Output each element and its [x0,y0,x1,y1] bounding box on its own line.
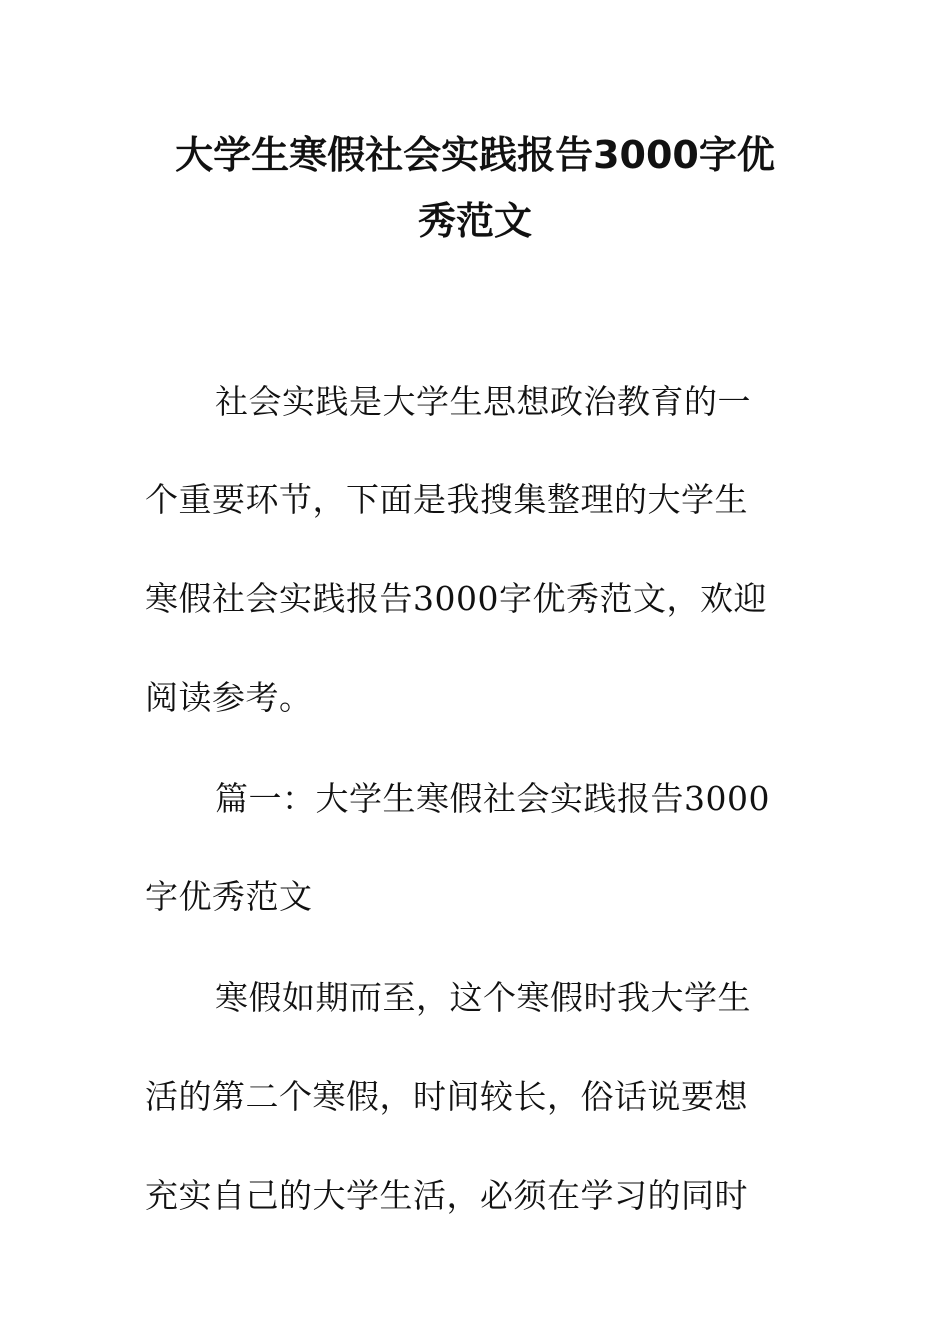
title-line-1: 大学生寒假社会实践报告3000字优 [175,133,775,177]
body-line: 阅读参考。 [145,678,313,717]
body-line: 寒假如期而至，这个寒假时我大学生 [215,978,751,1017]
body-line: 活的第二个寒假，时间较长，俗话说要想 [145,1077,748,1116]
document-title [130,122,820,254]
section-heading-line: 篇一：大学生寒假社会实践报告3000 [215,779,770,818]
title-line-2: 秀范文 [417,199,532,243]
body-line: 社会实践是大学生思想政治教育的一 [215,382,751,421]
body-line: 寒假社会实践报告3000字优秀范文，欢迎 [145,579,767,618]
body-line: 充实自己的大学生活，必须在学习的同时 [145,1176,748,1215]
section-heading-line: 字优秀范文 [145,877,313,916]
body-line: 个重要环节，下面是我搜集整理的大学生 [145,480,748,519]
